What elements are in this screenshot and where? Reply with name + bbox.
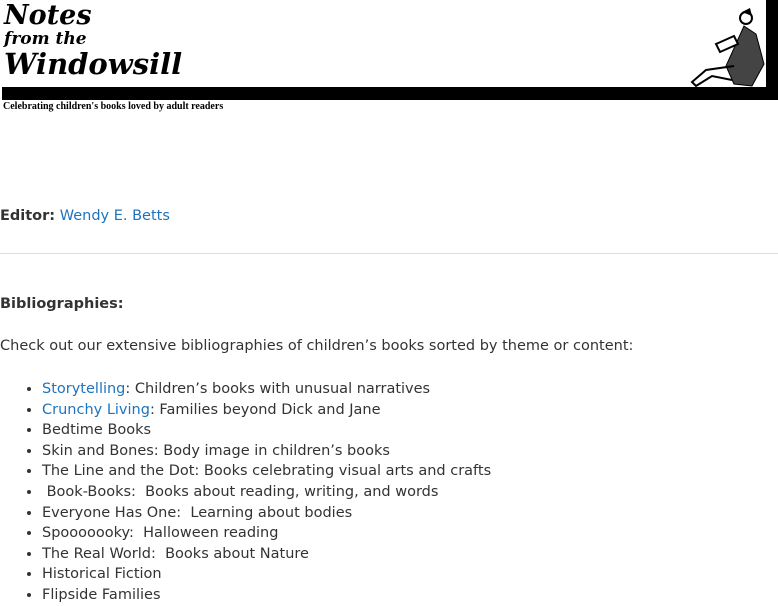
editor-label: Editor:: [0, 208, 56, 224]
storytelling-link[interactable]: Storytelling: [42, 381, 126, 397]
list-item: • The Line and the Dot: Books celebrating visual arts and crafts: [42, 461, 491, 482]
crunchy-living-link[interactable]: Crunchy Living: [42, 401, 150, 418]
item-text: : Children’s books with unusual narratives: [125, 381, 431, 397]
section-heading: Bibliographies:: [0, 296, 124, 312]
editor-link[interactable]: Wendy E. Betts: [59, 208, 170, 224]
list-item: • Historical Fiction: [42, 564, 491, 585]
list-item: • Everyone Has One: Learning about bodies: [42, 503, 491, 524]
tagline: Celebrating children's books loved by adult readers: [3, 101, 224, 112]
list-item: [42, 379, 491, 400]
banner-bar: [2, 87, 778, 100]
site-logo[interactable]: [4, 2, 182, 79]
list-item: • Flipside Families: [42, 585, 491, 606]
list-item: • Book-Books: Books about reading, writing, and words: [42, 482, 491, 503]
site-banner[interactable]: [0, 0, 778, 114]
list-item: • The Real World: Books about Nature: [42, 544, 491, 565]
item-text: : Families beyond Dick and Jane: [149, 401, 381, 418]
reading-figure-illustration: [686, 4, 766, 88]
editor-line: [0, 208, 170, 224]
intro-text: Check out our extensive bibliographies of children’s books sorted by theme or content:: [0, 338, 634, 354]
list-item: • Spooooooky: Halloween reading: [42, 523, 491, 544]
list-item: • Skin and Bones: Body image in children’s books: [42, 441, 491, 462]
list-item: [42, 400, 491, 421]
logo-line: Notes: [4, 0, 92, 31]
logo-line: from the: [4, 29, 87, 49]
list-item: • Bedtime Books: [42, 420, 491, 441]
bibliography-list: [0, 379, 491, 606]
banner-post: [766, 0, 778, 100]
logo-line: Windowsill: [4, 47, 183, 81]
divider: [0, 253, 778, 254]
